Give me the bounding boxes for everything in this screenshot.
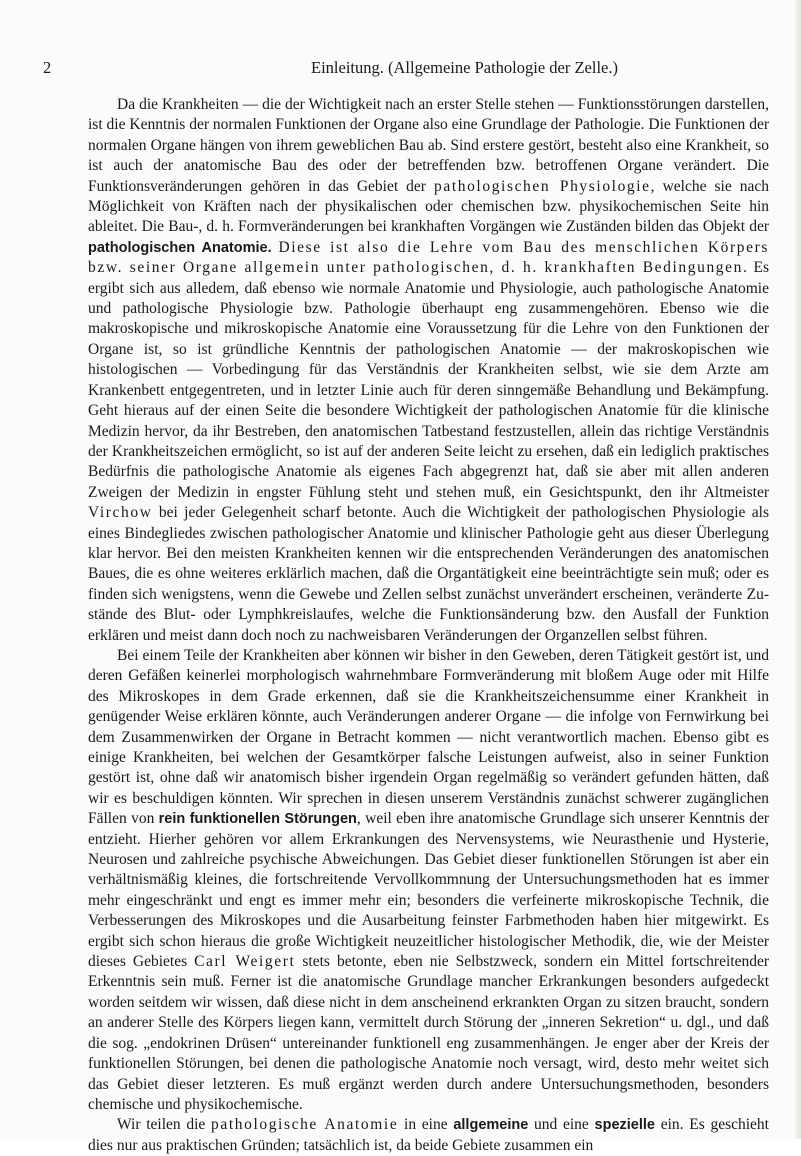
text-run: Es ergibt sich aus alledem, daß ebenso wie normale Anatomie und Physiologie, auch pathologische Anatomie und pathologische Physiologie bzw. Pathologie überhaupt eng zusammengehören. Ebenso wie die makroskopische und mikroskopische Anatomie eine Voraussetzung für die Lehre von den Funktionen der Organe ist, so ist gründliche Kenntnis der pathologischen Anatomie — der makroskopischen wie histologischen — Vorbedingung für das Verständnis der Krankheiten selbst, wie sie dem Arzte am Krankenbett entgegentreten, und in letzter Linie auch für deren sinngemäße Behandlung und Bekämpfung. Geht hieraus auf der einen Seite die besondere Wichtigkeit der pathologischen Anatomie für die klinische Medizin hervor, da ihr Bestreben, den anatomischen Tatbestand festzustellen, allein das richtige Verständnis der Krankheitszeichen ermöglicht, so ist auf der anderen Seite leicht zu ersehen, daß ein lediglich praktisches Bedürfnis die pathologische Anatomie als eigenes Fach abgegrenzt hat, daß sie aber mit allen anderen Zweigen der Medizin in engster Fühlung steht und stehen muß, ein Gesichtspunkt, den ihr Altmeister — [88, 259, 769, 501]
spaced-definition: Diese ist also die Lehre vom Bau des menschlichen Körpers bzw. seiner Organe allgemein unter pathologischen, d. h. krankhaften Bedingungen. — [88, 238, 770, 277]
running-head: Einleitung. (Allgemeine Pathologie der Zelle.) — [311, 58, 618, 77]
paragraph — [88, 95, 769, 646]
bold-term: pathologischen Anatomie. — [88, 239, 272, 256]
scan-edge — [795, 0, 801, 1139]
text-run: Da die Krankheiten — die der Wichtigkeit nach an erster Stelle stehen — Funktionsstörungen darstellen, ist die Kenntnis der normalen Funktionen der Organe also eine Grundlage der Pathologie. Die Funktionen der normalen Organe hängen von ihrem geweblichen Bau ab. Sind erstere gestört, besteht also eine Krankheit, so ist auch der anatomische Bau des oder der betreffenden bzw. betroffenen Organe verändert. Die Funktionsveränderungen gehören in das Gebiet der — [88, 96, 769, 195]
text-run: und eine — [528, 1116, 595, 1134]
spaced-term: pathologischen Physiologie — [434, 177, 651, 195]
paragraph — [88, 646, 769, 1115]
text-run: Wir teilen die — [117, 1116, 212, 1134]
text-run: , weil eben ihre anatomische Grundlage sich unserer Kenntnis der entzieht. Hierher gehören vor allem Erkrankungen des Nervensystems, wie Neurasthenie und Hysterie, Neurosen und zahlreiche psychische Abweichungen. Das Gebiet dieser funktionellen Störungen ist aber ein verhältnismäßig kleines, die fortschreitende Vervollkommnung der Untersuchungsmethoden hat es immer mehr eingeschränkt und engt es immer mehr ein; besonders die verfeinerte mikroskopische Technik, die Verbesserungen des Mikroskopes und die Ausarbeitung feinster Farbmethoden haben hier mitgewirkt. Es ergibt sich schon hieraus die große Wichtigkeit neuzeitlicher histologischer Methodik, die, wie der Meister dieses Gebietes — [88, 810, 769, 971]
bold-term: rein funktionellen Störungen — [158, 811, 357, 828]
paragraph — [88, 1115, 769, 1156]
body-text — [88, 95, 769, 1156]
page-number: 2 — [43, 58, 52, 77]
text-run: , welche sie nach Möglichkeit von Kräften nach der physikalischen oder chemischen bzw. physikochemischen Seite hin ableitet. Die Bau-, d. h. Formveränderungen bei krankhaften Vorgängen wie Zuständen bilden das Objekt der — [88, 177, 769, 236]
page-header — [43, 58, 758, 80]
text-run: ein. Es geschieht dies nur aus praktischen Gründen; tatsächlich ist, da beide Gebiete zusammen ein — [88, 1116, 769, 1154]
bold-term: spezielle — [594, 1117, 655, 1134]
text-run: in eine — [398, 1116, 454, 1134]
spaced-name: Carl Weigert — [194, 953, 296, 971]
text-run: stets betonte, eben nie Selbstzweck, sondern ein Mittel fortschreitender Erkenntnis sein muß. Ferner ist die anatomische Grundlage mancher Erkrankungen besonders aufgedeckt worden seitdem wir wissen, daß diese nicht in dem anscheinend erkrankten Organ zu sitzen braucht, sondern an anderer Stelle des Körpers liegen kann, vermittelt durch Störung der „inneren Sekretion“ u. dgl., und daß die sog. „endokrinen Drüsen“ untereinander funktionell eng zusammenhängen. Je enger aber der Kreis der funktionellen Störungen, bei denen die pathologische Anatomie noch versagt, wird, desto mehr weitet sich das Gebiet dieser letzteren. Es muß ergänzt werden durch andere Untersuchungsmethoden, besonders chemische und physikochemische. — [88, 953, 769, 1113]
text-run: bei jeder Gelegenheit scharf betonte. Auch die Wichtigkeit der pathologischen Physiologie als eines Bindegliedes zwischen pathologischer Anatomie und klinischer Pathologie geht aus dieser Überlegung klar hervor. Bei den meisten Krankheiten kennen wir die entsprechenden Veränderungen des anatomischen Baues, die es ohne weiteres erklärlich machen, daß die Organtätigkeit eine beeinträchtigte sein muß; oder es finden sich wenigstens, wenn die Gewebe und Zellen selbst zunächst unverändert erscheinen, veränderte Zustände des Blut- oder Lymphkreislaufes, welche die Funktionsänderung bzw. den Ausfall der Funktion erklären und meist dann doch noch zu nachweisbaren Veränderungen der Organzellen selbst führen. — [88, 504, 769, 644]
spaced-term: pathologische Anatomie — [211, 1116, 399, 1134]
bold-term: allgemeine — [453, 1117, 529, 1134]
spaced-name: Virchow — [88, 504, 153, 522]
text-run: Bei einem Teile der Krankheiten aber können wir bisher in den Geweben, deren Tätigkeit gestört ist, und deren Gefäßen keinerlei morphologisch wahrnehmbare Formveränderung mit bloßem Auge oder mit Hilfe des Mikroskopes in dem Grade erkennen, daß sie die Krankheitszeichensumme einer Krankheit in genügender Weise erklären könnte, auch Veränderungen anderer Organe — die infolge von Fernwirkung bei dem Zusammenwirken der Organe in Betracht kommen — nicht verantwortlich machen. Ebenso gibt es einige Krankheiten, bei welchen der Gesamtkörper falsche Leistungen aufweist, also in seiner Funktion gestört ist, ohne daß wir anatomisch bisher irgendein Organ regelmäßig so verändert gefunden hätten, daß wir es beschuldigen könnten. Wir sprechen in diesen unserem Verständnis zunächst schwerer zugänglichen Fällen von — [88, 646, 769, 828]
